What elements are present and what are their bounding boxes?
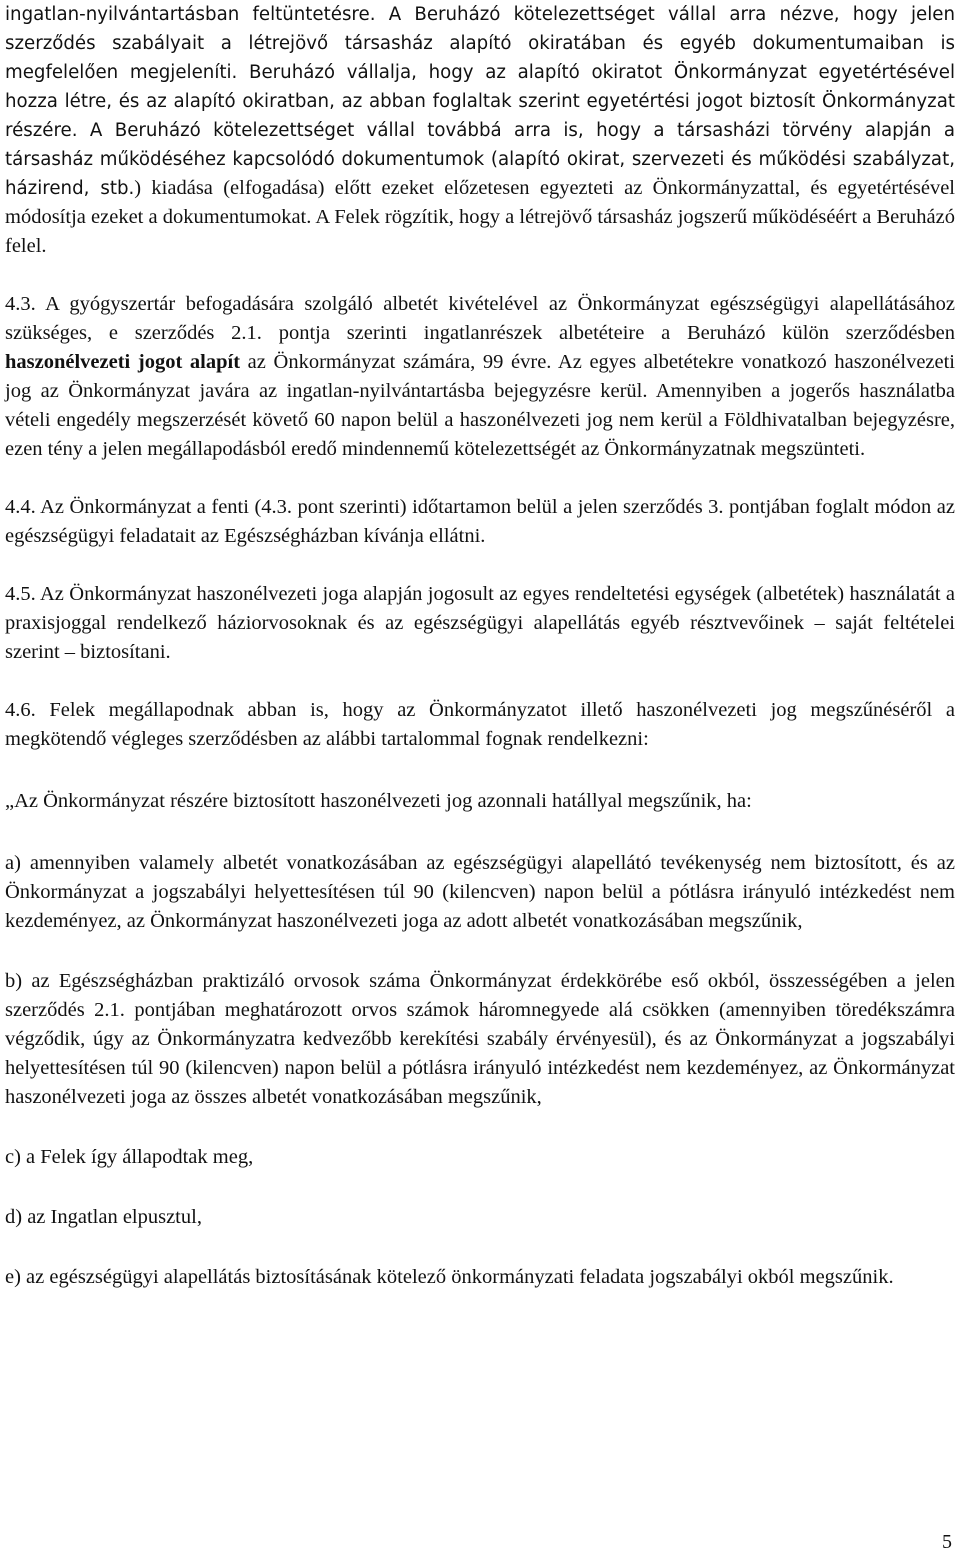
paragraph-continuation — [5, 0, 955, 261]
section-4-5: 4.5. Az Önkormányzat haszonélvezeti joga alapján jogosult az egyes rendeltetési egységek (albetétek) használatát a praxisjoggal rendelkező háziorvosoknak és az egészségügyi alapellátás egyéb résztvevőinek – saját feltételei szerint – biztosítani. — [5, 583, 955, 663]
section-4-3-text-after: az Önkormányzat számára, 99 évre. Az egyes albetétekre vonatkozó haszonélvezeti jog az Önkormányzat javára az ingatlan-nyilvántartásba bejegyzésre kerül. Amennyiben a jogerős használatba vételi engedély megszerzését követő 60 napon belül a haszonélvezeti jog nem kerül a Földhivatalban bejegyzésre, ezen tény a jelen megállapodásból eredő mindennemű kötelezettségét az Önkormányzatnak megszünteti. — [5, 351, 956, 460]
list-item-a: a) amennyiben valamely albetét vonatkozásában az egészségügyi alapellátó tevékenység nem biztosított, és az Önkormányzat a jogszabályi helyettesítésen túl 90 (kilencven) napon belül a pótlásra irányuló intézkedést nem kezdeményez, az Önkormányzat haszonélvezeti joga az adott albetét vonatkozásában megszűnik, — [5, 852, 955, 932]
paragraph-sans-text: ingatlan-nyilvántartásban feltüntetésre. A Beruházó kötelezettséget vállal arra nézve, hogy jelen szerződés szabályait a létrejövő társasház alapító okiratában és egyéb dokumentumaiban is megfelelően megjeleníti. Beruházó vállalja, hogy az alapító okiratot Önkormányzat egyetértésével hozza létre, és az alapító okiratban, az abban foglaltak szerint egyetértési jogot biztosít Önkormányzat részére. A Beruházó kötelezettséget vállal továbbá arra is, hogy a társasházi törvény alapján a társasház működéséhez kapcsolódó dokumentumok (alapító okirat, szervezeti és működési szabályzat, házirend, stb. — [5, 4, 955, 199]
list-item-b: b) az Egészségházban praktizáló orvosok száma Önkormányzat érdekkörébe eső okból, összességében a jelen szerződés 2.1. pontjában meghatározott orvos számok háromnegyede alá csökken (amennyiben töredékszámra végződik, úgy az Önkormányzatra kedvezőbb kerekítési szabály érvényesül), és az Önkormányzat a jogszabályi helyettesítésen túl 90 (kilencven) napon belül a pótlásra irányuló intézkedést nem kezdeményez, az Önkormányzat haszonélvezeti joga az összes albetét vonatkozásában megszűnik, — [5, 970, 955, 1108]
quote-intro: „Az Önkormányzat részére biztosított haszonélvezeti jog azonnali hatállyal megszűnik, ha: — [5, 790, 752, 812]
list-item-d: d) az Ingatlan elpusztul, — [5, 1206, 202, 1228]
section-4-6: 4.6. Felek megállapodnak abban is, hogy az Önkormányzatot illető haszonélvezeti jog megszűnéséről a megkötendő végleges szerződésben az alábbi tartalommal fognak rendelkezni: — [5, 699, 955, 750]
section-4-3 — [5, 290, 955, 464]
document-page — [5, 0, 955, 1292]
page-number: 5 — [942, 1531, 952, 1553]
paragraph-serif-text: ) kiadása (elfogadása) előtt ezeket előzetesen egyezteti az Önkormányzattal, és egyetértésével módosítja ezeket a dokumentumokat. A Felek rögzítik, hogy a létrejövő társasház jogszerű működéséért a Beruházó felel. — [5, 177, 955, 257]
list-item-c: c) a Felek így állapodtak meg, — [5, 1146, 254, 1168]
section-4-3-text-before: 4.3. A gyógyszertár befogadására szolgáló albetét kivételével az Önkormányzat egészségügyi alapellátásához szükséges, e szerződés 2.1. pontja szerinti ingatlanrészek albetéteire a Beruházó külön szerződésben — [5, 293, 955, 344]
list-item-e: e) az egészségügyi alapellátás biztosításának kötelező önkormányzati feladata jogszabályi okból megszűnik. — [5, 1266, 894, 1288]
section-4-3-bold-text: haszonélvezeti jogot alapít — [5, 351, 241, 373]
section-4-4: 4.4. Az Önkormányzat a fenti (4.3. pont szerinti) időtartamon belül a jelen szerződés 3. pontjában foglalt módon az egészségügyi feladatait az Egészségházban kívánja ellátni. — [5, 496, 955, 547]
